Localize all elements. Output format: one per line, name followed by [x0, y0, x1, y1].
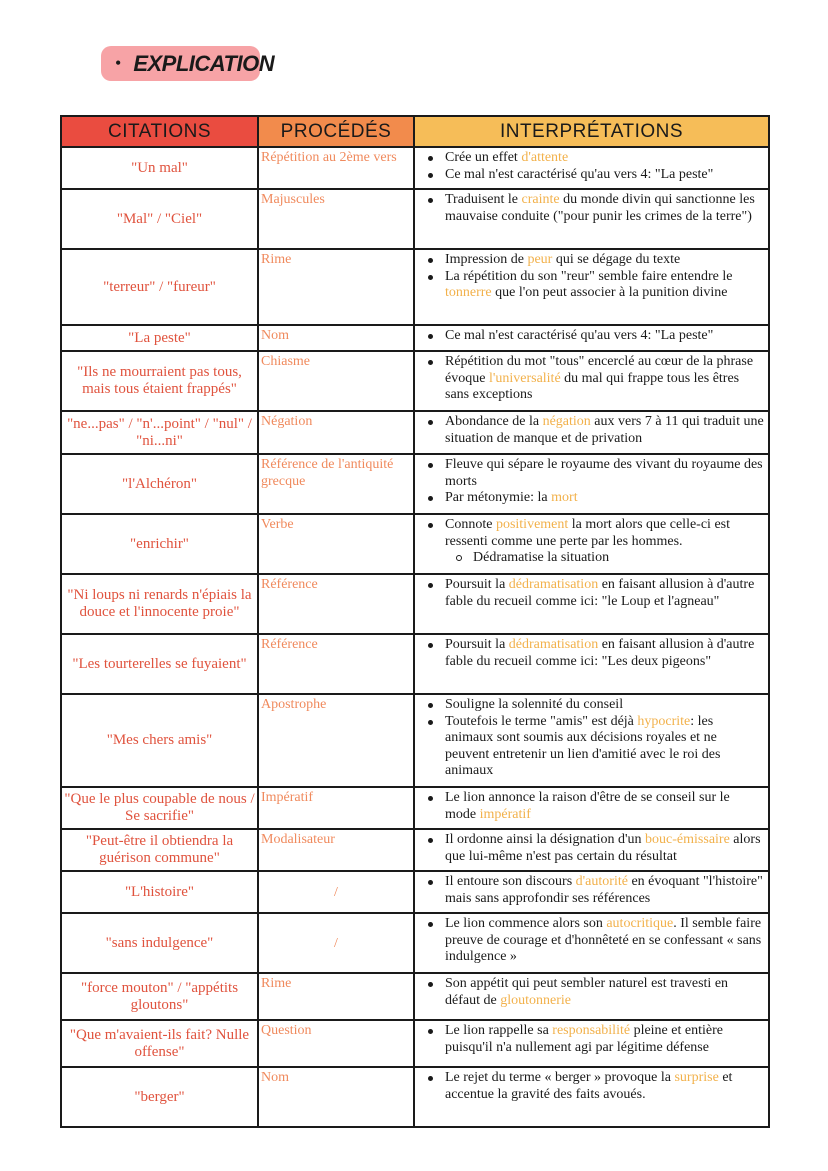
interpretation-cell	[414, 574, 769, 634]
interpretation-text: la mort alors que celle-ci est ressenti comme une perte par les hommes.	[445, 517, 730, 549]
procede-cell: /	[258, 913, 414, 973]
table-row	[61, 454, 769, 514]
interpretation-cell	[414, 787, 769, 829]
citation-cell: "Ils ne mourraient pas tous, mais tous étaient frappés"	[61, 351, 258, 411]
list-item	[445, 414, 764, 447]
interpretation-text: du mal qui frappe tous les êtres sans exceptions	[445, 370, 740, 402]
table-row	[61, 249, 769, 325]
citation-cell: "Ni loups ni renards n'épiais la douce et l'innocente proie"	[61, 574, 258, 634]
interpretation-list	[421, 976, 764, 1009]
interpretation-text: Le lion commence alors son	[445, 916, 607, 931]
interpretation-sublist	[445, 550, 764, 567]
interpretation-text: Il entoure son discours	[445, 874, 576, 889]
interpretation-text: que l'on peut associer à la punition divine	[491, 285, 728, 300]
interpretation-list	[421, 697, 764, 780]
procede-cell: Négation	[258, 411, 414, 454]
highlighted-term: peur	[527, 252, 553, 267]
interpretation-text: Ce mal n'est caractérisé qu'au vers 4: "La peste"	[445, 328, 714, 343]
list-item	[445, 714, 764, 780]
interpretation-list	[421, 457, 764, 507]
interpretation-cell	[414, 411, 769, 454]
table-row	[61, 634, 769, 694]
interpretation-text: Le lion rappelle sa	[445, 1023, 553, 1038]
interpretation-text: Poursuit la	[445, 637, 509, 652]
interpretation-cell	[414, 694, 769, 787]
list-item	[445, 167, 764, 184]
interpretation-cell	[414, 454, 769, 514]
table-row	[61, 514, 769, 574]
interpretation-list	[421, 517, 764, 567]
interpretation-text: aux vers 7 à 11 qui traduit une situation de manque et de privation	[445, 414, 764, 446]
list-item	[445, 916, 764, 966]
interpretation-text: en évoquant "l'histoire" mais sans approfondir ses références	[445, 874, 763, 906]
list-item	[445, 490, 764, 507]
interpretation-cell	[414, 325, 769, 351]
interpretation-cell	[414, 829, 769, 871]
interpretation-text: : les animaux sont soumis aux décisions royales et ne peuvent entretenir un lien d'amitié avec le roi des animaux	[445, 713, 721, 778]
citation-cell: "Que m'avaient-ils fait? Nulle offense"	[61, 1020, 258, 1067]
table-row	[61, 787, 769, 829]
list-item	[445, 252, 764, 269]
highlighted-term: d'autorité	[575, 874, 628, 889]
citation-cell: "l'Alchéron"	[61, 454, 258, 514]
interpretation-text: Traduisent le	[445, 192, 522, 207]
interpretation-cell	[414, 514, 769, 574]
header-procedes: PROCÉDÉS	[258, 116, 414, 147]
interpretation-cell	[414, 973, 769, 1020]
citation-cell: "Mal" / "Ciel"	[61, 189, 258, 249]
table-header-row	[61, 116, 769, 147]
interpretation-list	[421, 414, 764, 447]
procede-cell: Majuscules	[258, 189, 414, 249]
procede-cell: Référence	[258, 634, 414, 694]
interpretation-text: Ce mal n'est caractérisé qu'au vers 4: "La peste"	[445, 166, 714, 182]
citation-cell: "Mes chers amis"	[61, 694, 258, 787]
interpretation-list	[421, 832, 764, 865]
header-interpretations: INTERPRÉTATIONS	[414, 116, 769, 147]
list-item	[445, 790, 764, 823]
highlighted-term: d'attente	[521, 150, 569, 165]
table-row	[61, 351, 769, 411]
highlighted-term: gloutonnerie	[500, 992, 571, 1008]
highlighted-term: dédramatisation	[508, 637, 599, 652]
citation-cell: "Un mal"	[61, 147, 258, 189]
table-row	[61, 325, 769, 351]
interpretation-text: du monde divin qui sanctionne les mauvaise conduite ("pour punir les crimes de la terre")	[445, 192, 755, 224]
interpretation-text: Crée un effet	[445, 150, 522, 165]
interpretation-text: Par métonymie: la	[445, 490, 552, 505]
interpretation-list	[421, 1070, 764, 1103]
citation-cell: "enrichir"	[61, 514, 258, 574]
procede-cell: Verbe	[258, 514, 414, 574]
citation-cell: "Les tourterelles se fuyaient"	[61, 634, 258, 694]
interpretation-cell	[414, 1067, 769, 1127]
interpretation-text: Son appétit qui peut sembler naturel est travesti en défaut de	[445, 976, 729, 1008]
interpretation-text: La répétition du son "reur" semble faire entendre le	[445, 268, 733, 284]
table-row	[61, 574, 769, 634]
highlighted-term: l'universalité	[488, 370, 561, 386]
highlighted-term: dédramatisation	[508, 577, 599, 592]
procede-cell: Nom	[258, 1067, 414, 1127]
interpretation-text: . Il semble faire preuve de courage et d'honnêteté en se confessant « sans indulgence »	[445, 916, 762, 964]
procede-cell: Impératif	[258, 787, 414, 829]
table-row	[61, 147, 769, 189]
interpretation-text: Répétition du mot "tous" encerclé au cœur de la phrase évoque	[445, 354, 754, 386]
interpretation-list	[421, 252, 764, 302]
highlighted-term: négation	[542, 414, 591, 429]
interpretation-list	[421, 150, 764, 183]
interpretation-text: alors que lui-même n'est pas certain du résultat	[445, 832, 761, 864]
citation-cell: "La peste"	[61, 325, 258, 351]
procede-cell: Référence de l'antiquité grecque	[258, 454, 414, 514]
interpretation-text: en faisant allusion à d'autre fable du recueil comme ici: "le Loup et l'agneau"	[445, 577, 755, 609]
section-title: EXPLICATION	[133, 50, 275, 76]
interpretation-cell	[414, 147, 769, 189]
interpretation-list	[421, 577, 764, 610]
interpretation-list	[421, 916, 764, 966]
procede-cell: Apostrophe	[258, 694, 414, 787]
highlighted-term: crainte	[521, 192, 560, 207]
citation-cell: "sans indulgence"	[61, 913, 258, 973]
explication-table	[60, 115, 770, 1128]
list-item	[445, 150, 764, 167]
procede-cell: Répétition au 2ème vers	[258, 147, 414, 189]
table-row	[61, 913, 769, 973]
table-row	[61, 1067, 769, 1127]
interpretation-list	[421, 637, 764, 670]
interpretation-cell	[414, 189, 769, 249]
interpretation-cell	[414, 249, 769, 325]
list-item	[445, 874, 764, 907]
highlighted-term: responsabilité	[552, 1023, 631, 1038]
table-row	[61, 411, 769, 454]
interpretation-text: Il ordonne ainsi la désignation d'un	[445, 832, 646, 847]
table-row	[61, 1020, 769, 1067]
interpretation-list	[421, 790, 764, 823]
list-item	[445, 269, 764, 302]
list-item	[445, 354, 764, 404]
interpretation-text: en faisant allusion à d'autre fable du recueil comme ici: "Les deux pigeons"	[445, 637, 755, 669]
citation-cell: "ne...pas" / "n'...point" / "nul" / "ni...ni"	[61, 411, 258, 454]
procede-cell: Référence	[258, 574, 414, 634]
highlighted-term: surprise	[674, 1070, 719, 1085]
procede-cell: Rime	[258, 973, 414, 1020]
interpretation-text: Le lion annonce la raison d'être de se conseil sur le mode	[445, 790, 730, 822]
procede-cell: Question	[258, 1020, 414, 1067]
table-row	[61, 829, 769, 871]
interpretation-text: Souligne la solennité du conseil	[445, 697, 624, 712]
table-row	[61, 694, 769, 787]
highlighted-term: hypocrite	[637, 713, 691, 729]
list-item	[445, 976, 764, 1009]
highlighted-term: tonnerre	[445, 285, 492, 300]
interpretation-text: Toutefois le terme "amis" est déjà	[445, 713, 638, 729]
list-item	[445, 457, 764, 490]
highlighted-term: mort	[551, 490, 578, 505]
interpretation-text: Poursuit la	[445, 577, 509, 592]
interpretation-cell	[414, 634, 769, 694]
list-item	[445, 637, 764, 670]
list-item	[445, 328, 764, 345]
interpretation-cell	[414, 351, 769, 411]
interpretation-list	[421, 1023, 764, 1056]
interpretation-text: pleine et entière puisqu'il n'a nullement agi par légitime défense	[445, 1023, 723, 1055]
list-item	[445, 1070, 764, 1103]
citation-cell: "Que le plus coupable de nous / Se sacrifie"	[61, 787, 258, 829]
citation-cell: "terreur" / "fureur"	[61, 249, 258, 325]
list-item	[445, 192, 764, 225]
section-title-pill	[101, 46, 275, 81]
interpretation-list	[421, 192, 764, 225]
highlighted-term: impératif	[479, 806, 531, 822]
interpretation-cell	[414, 913, 769, 973]
list-item	[445, 577, 764, 610]
interpretation-list	[421, 354, 764, 404]
procede-cell: /	[258, 871, 414, 913]
interpretation-text: Impression de	[445, 252, 528, 267]
citation-cell: "force mouton" / "appétits gloutons"	[61, 973, 258, 1020]
interpretation-cell	[414, 1020, 769, 1067]
table-row	[61, 871, 769, 913]
procede-cell: Chiasme	[258, 351, 414, 411]
interpretation-text: Connote	[445, 517, 496, 532]
list-item	[445, 697, 764, 714]
interpretation-text: qui se dégage du texte	[552, 252, 681, 267]
list-item	[445, 1023, 764, 1056]
header-citations: CITATIONS	[61, 116, 258, 147]
table-row	[61, 189, 769, 249]
highlighted-term: bouc-émissaire	[645, 832, 730, 847]
interpretation-text: Abondance de la	[445, 414, 543, 429]
interpretation-text: Le rejet du terme « berger » provoque la	[445, 1070, 675, 1085]
sub-list-item: Dédramatise la situation	[473, 550, 764, 567]
citation-cell: "berger"	[61, 1067, 258, 1127]
interpretation-text: et accentue la gravité des faits avoués.	[445, 1070, 733, 1102]
citation-cell: "Peut-être il obtiendra la guérison commune"	[61, 829, 258, 871]
highlighted-term: positivement	[495, 517, 569, 532]
interpretation-cell	[414, 871, 769, 913]
interpretation-list	[421, 874, 764, 907]
citation-cell: "L'histoire"	[61, 871, 258, 913]
list-item	[445, 832, 764, 865]
highlighted-term: autocritique	[606, 916, 674, 931]
interpretation-list	[421, 328, 764, 345]
procede-cell: Nom	[258, 325, 414, 351]
title-bullet: •	[115, 53, 122, 73]
interpretation-text: Fleuve qui sépare le royaume des vivant du royaume des morts	[445, 457, 763, 489]
procede-cell: Modalisateur	[258, 829, 414, 871]
list-item	[445, 517, 764, 567]
table-row	[61, 973, 769, 1020]
procede-cell: Rime	[258, 249, 414, 325]
